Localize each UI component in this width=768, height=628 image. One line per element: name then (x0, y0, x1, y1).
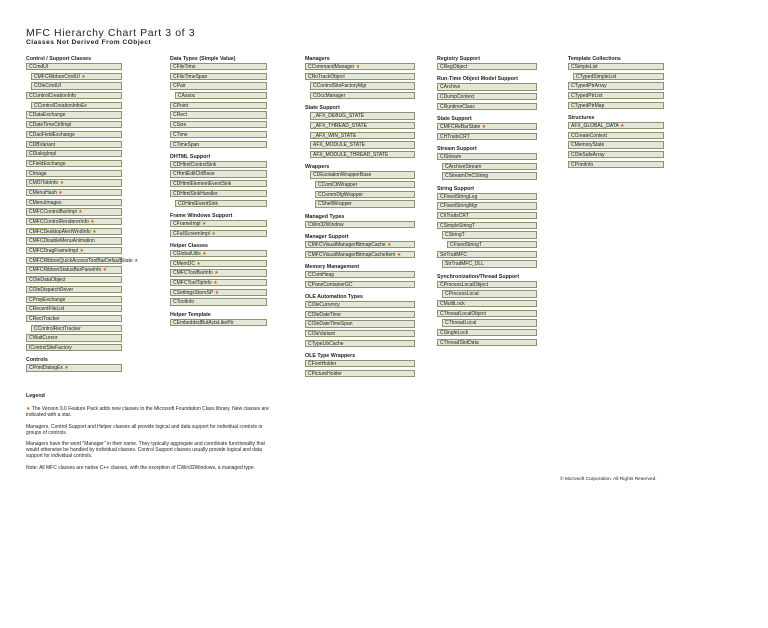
class-box (170, 260, 267, 267)
class-box (26, 334, 122, 341)
class-box (568, 141, 664, 148)
class-name: CShellWrapper (318, 201, 352, 208)
class-name: CThreadSlotData (440, 339, 479, 346)
section-heading: Control / Support Classes (26, 56, 92, 62)
class-box (26, 296, 122, 303)
class-box (568, 82, 664, 89)
section-heading: Managed Types (305, 213, 345, 220)
class-name: CMFCControlBarImpl (29, 209, 77, 216)
section-heading: Memory Management (305, 264, 360, 271)
class-name: CTypedPtrArray (571, 83, 607, 90)
class-box (305, 73, 415, 80)
column-4 (437, 56, 537, 349)
class-box (170, 230, 267, 237)
class-name: CProcessLocal (445, 291, 479, 298)
class-box (170, 180, 267, 187)
class-box (437, 193, 537, 200)
class-name: CPrintDialogEx (29, 365, 63, 372)
class-box (310, 112, 415, 119)
section-heading: Template Collections (568, 56, 621, 62)
class-box (26, 170, 122, 177)
class-name: CDialogImpl (29, 151, 57, 158)
class-box (26, 111, 122, 118)
class-name: CProcessLocalObject (440, 281, 489, 288)
class-box (26, 150, 122, 157)
class-name: CNoTrackObject (308, 73, 345, 80)
class-name: IControlSiteFactory (29, 344, 72, 351)
class-name: COleDateTime (308, 311, 341, 318)
class-box (437, 251, 537, 258)
class-name: CHtmlEditCtrlBase (173, 171, 215, 178)
class-box (568, 92, 664, 99)
class-name: CFieldExchange (29, 160, 66, 167)
class-name: StrTraitMFC_DLL (445, 261, 484, 268)
new-class-star-icon: ★ (213, 289, 220, 296)
class-box (26, 179, 122, 186)
section-heading: State Support (305, 105, 340, 112)
class-box (315, 191, 415, 198)
class-box (26, 276, 122, 283)
class-name: COleDispatchDriver (29, 286, 74, 293)
class-name: CRectTracker (29, 315, 60, 322)
class-name: CMFCDragFrameImpl (29, 248, 79, 255)
class-box (310, 92, 415, 99)
class-name: CTimeSpan (173, 141, 200, 148)
column-5 (568, 56, 664, 170)
class-name: CHTraitsCRT (440, 133, 470, 140)
class-name: CMFCRibbonCmdUI (34, 73, 80, 80)
class-name: CWin32Window (308, 221, 344, 228)
class-name: CPictureHolder (308, 370, 342, 377)
class-box (26, 141, 122, 148)
class-box (26, 286, 122, 293)
class-box (442, 290, 537, 297)
class-name: CPrintInfo (571, 161, 594, 168)
class-box (437, 310, 537, 317)
class-name: CPaneContainerGC (308, 281, 353, 288)
section-heading: Controls (26, 357, 48, 364)
class-box (26, 218, 122, 225)
class-name: CThreadLocalObject (440, 310, 486, 317)
class-name: CPair (173, 83, 186, 90)
section-heading: Synchronization/Thread Support (437, 273, 520, 280)
class-box (310, 141, 415, 148)
new-class-star-icon: ★ (354, 64, 361, 70)
class-name: CDBVariant (29, 141, 56, 148)
class-box (568, 102, 664, 109)
section-heading: Wrappers (305, 164, 330, 171)
legend-star-note (26, 406, 276, 418)
class-name: CMenuHash (29, 189, 57, 196)
class-name: CPropExchange (29, 296, 66, 303)
class-box (170, 73, 267, 80)
class-box (175, 200, 267, 207)
class-box (573, 73, 664, 80)
class-name: COccManager (313, 93, 346, 100)
class-name: CDumpContext (440, 93, 475, 100)
class-name: CMultiLock (440, 301, 465, 308)
class-name: _AFX_THREAD_STATE (313, 123, 367, 130)
class-box (26, 121, 122, 128)
class-box (26, 208, 122, 215)
new-class-star-icon: ★ (62, 365, 69, 372)
class-name: CMFCToolTipInfo (173, 279, 212, 286)
class-name: CMFCRibbonQuickAccessToolBarDefaultState (29, 257, 133, 264)
class-name: CImage (29, 170, 47, 177)
class-box (170, 111, 267, 118)
class-box (437, 329, 537, 336)
class-box (305, 241, 415, 248)
class-box (170, 190, 267, 197)
class-box (31, 82, 122, 89)
class-box (437, 153, 537, 160)
class-box (305, 340, 415, 347)
class-name: CRegObject (440, 64, 468, 70)
class-name: AFX_MODULE_STATE (313, 142, 366, 149)
class-box (568, 122, 664, 129)
class-name: CFontHolder (308, 361, 337, 368)
section-heading: Helper Template (170, 311, 211, 318)
new-class-star-icon: ★ (211, 279, 218, 286)
copyright: © Microsoft Corporation. All Rights Reserved. (560, 477, 657, 482)
class-name: CSingleLock (440, 330, 469, 337)
section-heading: Frame Windows Support (170, 212, 233, 219)
class-name: CTypedPtrList (571, 93, 603, 100)
section-heading: OLE Type Wrappers (305, 353, 356, 360)
class-name: CDaoFieldExchange (29, 131, 75, 138)
class-box (170, 289, 267, 296)
class-box (170, 63, 267, 70)
new-class-star-icon: ★ (200, 250, 207, 257)
new-class-star-icon: ★ (56, 189, 63, 196)
class-box (175, 92, 267, 99)
new-class-star-icon: ★ (200, 220, 207, 227)
class-name: CMFCDesktopAlertWndInfo (29, 228, 91, 235)
section-heading: String Support (437, 185, 475, 192)
class-box (437, 281, 537, 288)
class-box (305, 370, 415, 377)
class-name: CControlRectTracker (34, 325, 81, 332)
class-box (305, 330, 415, 337)
column-3 (305, 56, 415, 379)
class-name: CTypedSimpleList (576, 73, 617, 80)
class-name: CDHtmlSinkHandler (173, 190, 218, 197)
class-name: CDHtmlControlSink (173, 161, 217, 168)
class-name: CComHeap (308, 272, 335, 279)
legend-note-1: Managers, Control Support and Helper classes all provide logical and data support for individual controls or groups of controls. (26, 423, 263, 436)
class-name: CSimpleList (571, 64, 598, 70)
new-class-star-icon: ★ (194, 260, 201, 267)
class-name: CWaitCursor (29, 335, 58, 342)
class-box (26, 344, 122, 351)
class-box (26, 160, 122, 167)
class-box (310, 122, 415, 129)
class-box (315, 200, 415, 207)
class-box (170, 121, 267, 128)
legend-star-text: The Version 9.0 Feature Pack adds new classes to the Microsoft Foundation Class library. New classes are indicated with a star. (26, 406, 269, 419)
class-name: CMemoryState (571, 142, 605, 149)
class-box (170, 298, 267, 305)
class-name: CCmdUI (29, 64, 49, 70)
section-heading: Run-Time Object Model Support (437, 76, 518, 83)
class-name: CTime (173, 131, 188, 138)
class-name: CMDITabInfo (29, 180, 59, 187)
class-name: CMenuImages (29, 199, 62, 206)
section-heading: State Support (437, 115, 472, 122)
class-box (170, 319, 267, 326)
class-name: CThreadLocal (445, 320, 477, 327)
class-box (26, 364, 122, 371)
star-icon: ★ (26, 406, 31, 413)
class-box (568, 151, 664, 158)
class-name: CMFCVisualManagerBitmapCacheItem (308, 251, 396, 258)
class-box (26, 257, 139, 264)
new-class-star-icon: ★ (101, 267, 108, 274)
class-box (437, 222, 537, 229)
class-box (437, 63, 537, 70)
class-box (170, 170, 267, 177)
column-1 (26, 56, 139, 374)
class-box (305, 63, 415, 70)
class-box (170, 161, 267, 168)
new-class-star-icon: ★ (76, 209, 83, 216)
class-box (170, 82, 267, 89)
class-box (31, 102, 122, 109)
section-heading: Managers (305, 56, 330, 62)
class-box (26, 63, 122, 70)
class-box (437, 123, 537, 130)
class-box (26, 199, 122, 206)
class-name: CDHtmlEventSink (178, 200, 219, 207)
new-class-star-icon: ★ (58, 180, 65, 187)
class-box (305, 281, 415, 288)
class-box (437, 133, 537, 140)
class-box (310, 132, 415, 139)
class-name: CDataExchange (29, 112, 66, 119)
section-heading: DHTML Support (170, 153, 211, 160)
class-name: CDEsolationWrapperBase (313, 172, 372, 179)
class-box (26, 247, 122, 254)
class-box (315, 181, 415, 188)
class-name: CFileTimeSpan (173, 73, 208, 80)
class-box (568, 63, 664, 70)
class-box (305, 360, 415, 367)
class-name: CDateTimeCtrlImpl (29, 122, 72, 129)
class-name: COleCmdUI (34, 83, 61, 90)
class-box (437, 93, 537, 100)
section-heading: Manager Support (305, 234, 349, 241)
class-box (310, 82, 415, 89)
class-name: COleDateTimeSpan (308, 321, 353, 328)
column-2 (170, 56, 267, 328)
class-name: CRuntimeClass (440, 103, 475, 110)
class-name: CPoint (173, 102, 189, 109)
class-box (26, 92, 122, 99)
class-box (26, 228, 122, 235)
class-box (170, 131, 267, 138)
class-box (26, 237, 122, 244)
class-box (305, 221, 415, 228)
class-box (310, 171, 415, 178)
class-name: COleSafeArray (571, 152, 605, 159)
class-name: CArchiveStream (445, 163, 482, 170)
chart-title: MFC Hierarchy Chart Part 3 of 3 (26, 27, 196, 39)
class-box (437, 300, 537, 307)
class-name: CTypeLibCache (308, 340, 344, 347)
class-name: CSimpleStringT (440, 222, 476, 229)
class-box (437, 339, 537, 346)
class-box (437, 103, 537, 110)
class-name: CGlobalUtils (173, 250, 201, 257)
class-name: CAssoc (178, 93, 196, 100)
section-heading: Structures (568, 115, 595, 122)
class-box (31, 73, 122, 80)
class-name: CMemDC (173, 260, 195, 267)
class-box (26, 189, 122, 196)
class-box (170, 141, 267, 148)
class-name: CMFCToolBarInfo (173, 270, 213, 277)
class-name: CControlSiteFactoryMgr (313, 83, 367, 90)
new-class-star-icon: ★ (79, 73, 86, 80)
class-box (31, 325, 122, 332)
class-name: CMFCReBarState (440, 123, 481, 130)
class-name: CStreamOnCString (445, 173, 489, 180)
class-name: CFixedStringT (450, 242, 482, 249)
class-name: _AFX_WIN_STATE (313, 132, 357, 139)
class-name: COleCurrency (308, 302, 340, 309)
new-class-star-icon: ★ (385, 242, 392, 249)
class-box (305, 311, 415, 318)
legend-note-2: Managers have the word "Manager" in their name. They typically aggregate and coordinate functionality that would otherwise be handled by individual classes. Control Support classes usually provide logical and data support for individual controls. (26, 441, 265, 460)
class-name: CCommDlgWrapper (318, 191, 363, 198)
class-box (305, 251, 415, 258)
class-name: CMFCRibbonStatusBarPaneInfo (29, 267, 102, 274)
new-class-star-icon: ★ (480, 123, 487, 130)
class-box (442, 172, 537, 179)
legend (26, 393, 276, 476)
class-box (26, 131, 122, 138)
class-name: CArchive (440, 84, 461, 91)
class-name: CFrameImpl (173, 220, 201, 227)
class-name: AFX_MODULE_THREAD_STATE (313, 152, 389, 159)
class-box (442, 260, 537, 267)
section-heading: Stream Support (437, 145, 477, 152)
class-name: CComCtlWrapper (318, 182, 358, 189)
class-box (568, 161, 664, 168)
class-name: CFileTime (173, 64, 196, 70)
class-name: COleDataObject (29, 277, 66, 284)
class-box (170, 279, 267, 286)
class-name: CRect (173, 112, 187, 119)
class-box (305, 320, 415, 327)
legend-note-3: Note: All MFC classes are native C++ classes, with the exception of CWin32Windows, a managed type. (26, 464, 255, 471)
class-name: CTypedPtrMap (571, 102, 605, 109)
class-box (170, 220, 267, 227)
new-class-star-icon: ★ (88, 219, 95, 225)
class-name: AFX_GLOBAL_DATA (571, 123, 619, 130)
class-box (26, 315, 122, 322)
class-name: CEmbeddedButActsLikePtr (173, 319, 234, 326)
section-heading: Data Types (Simple Value) (170, 56, 236, 62)
class-box (305, 271, 415, 278)
class-name: CStringT (445, 232, 465, 239)
class-box (170, 269, 267, 276)
class-name: COleVariant (308, 331, 335, 338)
new-class-star-icon: ★ (132, 257, 139, 264)
new-class-star-icon: ★ (395, 251, 402, 258)
class-name: CSettingsStoreSP (173, 289, 214, 296)
class-box (442, 231, 537, 238)
class-name: CFixedStringMgr (440, 203, 478, 210)
class-name: CToolInfo (173, 299, 195, 306)
chart-subtitle: Classes Not Derived From CObject (26, 39, 152, 46)
class-box (447, 241, 537, 248)
new-class-star-icon: ★ (78, 248, 85, 255)
class-box (568, 132, 664, 139)
class-name: CMFCDisableMenuAnimation (29, 238, 95, 245)
class-box (437, 83, 537, 90)
class-name: CControlCreationInfo (29, 93, 76, 100)
new-class-star-icon: ★ (618, 123, 625, 130)
class-name: StrTraitMFC (440, 251, 468, 258)
class-name: CRecentFileList (29, 306, 65, 313)
class-name: ChTraitsCRT (440, 213, 469, 219)
class-box (170, 250, 267, 257)
class-box (442, 319, 537, 326)
class-name: _AFX_DEBUG_STATE (313, 113, 365, 120)
legend-heading: Legend (26, 393, 45, 399)
section-heading: OLE Automation Types (305, 294, 363, 301)
class-name: CMFCControlRendererInfo (29, 219, 89, 225)
new-class-star-icon: ★ (90, 228, 97, 235)
class-box (26, 266, 122, 273)
class-name: CCommandManager (308, 64, 355, 70)
class-box (305, 301, 415, 308)
class-name: CDHtmlElementEventSink (173, 181, 232, 188)
class-name: CMFCVisualManagerBitmapCache (308, 242, 386, 249)
section-heading: Registry Support (437, 56, 480, 62)
class-name: CCreateContext (571, 132, 607, 139)
class-name: CIStream (440, 153, 462, 160)
section-heading: Helper Classes (170, 242, 208, 249)
new-class-star-icon: ★ (212, 270, 219, 277)
class-box (170, 102, 267, 109)
class-name: CFullScreenImpl (173, 230, 210, 237)
class-box (310, 151, 415, 158)
new-class-star-icon: ★ (209, 230, 216, 237)
class-box (437, 202, 537, 209)
class-name: CFixedStringLog (440, 193, 478, 200)
class-box (437, 212, 537, 219)
class-name: CControlCreationInfoEx (34, 102, 87, 109)
class-box (442, 163, 537, 170)
class-name: CSize (173, 122, 187, 129)
class-box (26, 305, 122, 312)
